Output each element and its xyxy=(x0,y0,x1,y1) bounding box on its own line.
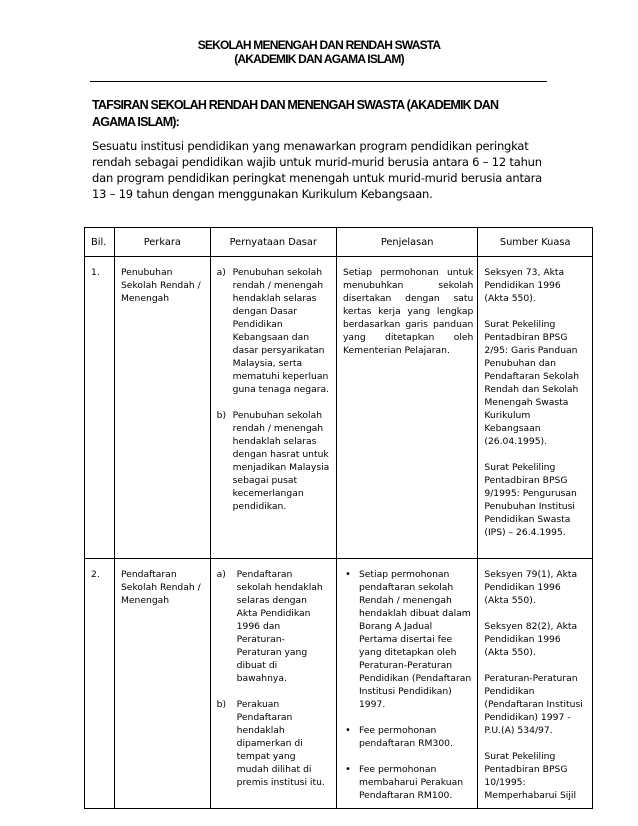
sumber-line: (26.04.1995). xyxy=(484,436,548,447)
cell-penjelasan xyxy=(336,257,477,559)
sumber-line: Surat Pekeliling xyxy=(484,462,556,473)
perkara-line: Sekolah Rendah / xyxy=(120,280,201,291)
sumber-line: Pendidikan 1996 xyxy=(484,634,561,645)
item-line: dibuat di xyxy=(236,660,278,671)
sumber-line: (Akta 550). xyxy=(484,595,536,606)
policy-item xyxy=(217,568,332,685)
bullet-line: pendaftaran RM300. xyxy=(358,738,453,749)
intro-line: rendah sebagai pendidikan wajib untuk murid-murid berusia antara 6 – 12 tahun xyxy=(92,155,542,169)
item-line: sebagai pusat xyxy=(232,475,298,486)
item-line: mematuhi keperluan xyxy=(232,371,329,382)
item-line: dengan hasrat untuk xyxy=(232,449,329,460)
bullet-line: Pendidikan (Pendaftaran xyxy=(358,673,472,684)
bullet-line: Peraturan-Peraturan xyxy=(358,660,453,671)
item-line: Penubuhan sekolah xyxy=(232,410,323,421)
item-line: Malaysia, serta xyxy=(232,358,303,369)
bullet-line: Rendah / menengah xyxy=(358,595,452,606)
table-header-row xyxy=(85,228,593,257)
penjelasan-line: menubuhkan sekolah xyxy=(342,280,474,291)
sumber-line: Seksyen 82(2), Akta xyxy=(484,621,578,632)
cell-penjelasan xyxy=(336,559,477,809)
bullet-line: Setiap permohonan xyxy=(358,569,450,580)
bullet-line: Borang A Jadual xyxy=(358,621,433,632)
sumber-line: Menengah Swasta xyxy=(484,397,569,408)
sumber-line: (Akta 550). xyxy=(484,293,536,304)
sumber-line: Pendidikan 1996 xyxy=(484,582,561,593)
sumber-line: 9/1995: Pengurusan xyxy=(484,488,577,499)
sumber-line: (IPS) – 26.4.1995. xyxy=(484,527,566,538)
item-line: Peraturan yang xyxy=(236,647,308,658)
table-row xyxy=(85,257,593,559)
item-line: mudah dilihat di xyxy=(236,764,312,775)
header-sumber-kuasa: Sumber Kuasa xyxy=(478,228,593,257)
sumber-line: 10/1995: xyxy=(484,777,526,788)
penjelasan-line: Kementerian Pelajaran. xyxy=(342,345,450,356)
sumber-line: P.U.(A) 534/97. xyxy=(484,725,553,736)
policy-item xyxy=(217,409,332,513)
sumber-line: Memperhabarui Sijil xyxy=(484,790,577,801)
document-subtitle: (AKADEMIK DAN AGAMA ISLAM) xyxy=(234,52,404,66)
cell-perkara xyxy=(114,559,210,809)
item-line: tempat yang xyxy=(236,751,296,762)
bullet-line: hendaklah dibuat dalam xyxy=(358,608,471,619)
item-line: dipamerkan di xyxy=(236,738,303,749)
cell-pernyataan xyxy=(210,559,336,809)
bullet-line: membaharui Perakuan xyxy=(358,777,464,788)
perkara-line: Menengah xyxy=(120,595,170,606)
item-line: selaras dengan xyxy=(236,595,307,606)
bullet-icon: • xyxy=(344,764,351,775)
perkara-line: Pendaftaran xyxy=(120,569,177,580)
bullet-line: Institusi Pendidikan) xyxy=(358,686,452,697)
item-label: a) xyxy=(216,569,226,580)
bullet-line: Fee permohonan xyxy=(358,764,437,775)
sumber-line: Peraturan-Peraturan xyxy=(484,673,578,684)
penjelasan-line: kertas kerja yang lengkap xyxy=(342,306,474,317)
section-heading-line: AGAMA ISLAM): xyxy=(92,115,180,129)
intro-line: dan program pendidikan peringkat menengah untuk murid-murid berusia antara xyxy=(92,171,542,185)
item-line: 1996 dan xyxy=(236,621,281,632)
bullet-line: 1997. xyxy=(358,699,386,710)
sumber-line: Seksyen 79(1), Akta xyxy=(484,569,578,580)
sumber-line: Surat Pekeliling xyxy=(484,319,556,330)
intro-paragraph xyxy=(92,138,552,202)
sumber-line: Pentadbiran BPSG xyxy=(484,332,568,343)
header-pernyataan-dasar: Pernyataan Dasar xyxy=(210,228,336,257)
item-line: guna tenaga negara. xyxy=(232,384,330,395)
policy-item xyxy=(217,698,332,789)
item-line: hendaklah xyxy=(236,725,285,736)
item-line: dasar persyarikatan xyxy=(232,345,325,356)
intro-line: Sesuatu institusi pendidikan yang menawarkan program pendidikan peringkat xyxy=(92,139,529,153)
item-line: Pendaftaran xyxy=(236,712,293,723)
title-divider xyxy=(90,81,547,82)
item-line: Perakuan xyxy=(236,699,280,710)
sumber-line: 2/95: Garis Panduan xyxy=(484,345,578,356)
item-line: pendidikan. xyxy=(232,501,287,512)
item-line: bawahnya. xyxy=(236,673,287,684)
sumber-line: Pendidikan) 1997 - xyxy=(484,712,571,723)
item-label: b) xyxy=(216,699,227,710)
cell-pernyataan xyxy=(210,257,336,559)
item-line: Penubuhan sekolah xyxy=(232,267,323,278)
cell-sumber-kuasa xyxy=(478,559,593,809)
sumber-line: Rendah dan Sekolah xyxy=(484,384,579,395)
item-line: Pendidikan xyxy=(232,319,283,330)
item-line: Akta Pendidikan xyxy=(236,608,311,619)
policy-item xyxy=(217,266,332,396)
sumber-line: Pentadbiran BPSG xyxy=(484,764,568,775)
item-line: hendaklah selaras xyxy=(232,293,317,304)
bullet-item xyxy=(343,763,473,802)
sumber-line: Kebangsaan xyxy=(484,423,541,434)
sumber-line: Kurikulum xyxy=(484,410,531,421)
cell-sumber-kuasa xyxy=(478,257,593,559)
bullet-icon: • xyxy=(344,569,351,580)
row-number: 2. xyxy=(91,569,100,580)
row-number: 1. xyxy=(91,267,100,278)
item-line: rendah / menengah xyxy=(232,280,324,291)
bullet-line: pendaftaran sekolah xyxy=(358,582,454,593)
sumber-line: (Pendaftaran Institusi xyxy=(484,699,583,710)
perkara-line: Penubuhan xyxy=(120,267,173,278)
penjelasan-line: yang ditetapkan oleh xyxy=(342,332,474,343)
header-perkara: Perkara xyxy=(114,228,210,257)
item-line: Pendaftaran xyxy=(236,569,293,580)
sumber-line: Seksyen 73, Akta xyxy=(484,267,565,278)
sumber-line: Pentadbiran BPSG xyxy=(484,475,568,486)
sumber-line: (Akta 550). xyxy=(484,647,536,658)
penjelasan-line: Setiap permohonan untuk xyxy=(342,267,474,278)
item-line: hendaklah selaras xyxy=(232,436,317,447)
item-line: Kebangsaan dan xyxy=(232,332,310,343)
cell-bil xyxy=(85,257,115,559)
section-heading-line: TAFSIRAN SEKOLAH RENDAH DAN MENENGAH SWASTA (AKADEMIK DAN xyxy=(92,98,499,112)
table-row xyxy=(85,559,593,809)
item-label: a) xyxy=(216,267,226,278)
bullet-line: Fee permohonan xyxy=(358,725,437,736)
bullet-item xyxy=(343,724,473,750)
item-line: rendah / menengah xyxy=(232,423,324,434)
section-heading xyxy=(92,97,542,131)
sumber-line: Pendaftaran Sekolah xyxy=(484,371,580,382)
bullet-line: Pertama disertai fee xyxy=(358,634,453,645)
item-line: menjadikan Malaysia xyxy=(232,462,330,473)
cell-bil xyxy=(85,559,115,809)
perkara-line: Sekolah Rendah / xyxy=(120,582,201,593)
item-line: sekolah hendaklah xyxy=(236,582,323,593)
item-label: b) xyxy=(216,410,227,421)
penjelasan-line: disertakan dengan satu xyxy=(342,293,474,304)
sumber-line: Pendidikan 1996 xyxy=(484,280,561,291)
sumber-line: Surat Pekeliling xyxy=(484,751,556,762)
sumber-line: Pendidikan Swasta xyxy=(484,514,571,525)
bullet-icon: • xyxy=(344,725,351,736)
perkara-line: Menengah xyxy=(120,293,170,304)
item-line: premis institusi itu. xyxy=(236,777,325,788)
bullet-line: Pendaftaran RM100. xyxy=(358,790,453,801)
sumber-line: Penubuhan dan xyxy=(484,358,557,369)
intro-line: 13 – 19 tahun dengan menggunakan Kurikulum Kebangsaan. xyxy=(92,187,433,201)
item-line: Peraturan- xyxy=(236,634,285,645)
item-line: kecemerlangan xyxy=(232,488,304,499)
item-line: dengan Dasar xyxy=(232,306,298,317)
sumber-line: Pendidikan xyxy=(484,686,535,697)
header-bil: Bil. xyxy=(85,228,115,257)
sumber-line: Penubuhan Institusi xyxy=(484,501,575,512)
bullet-item xyxy=(343,568,473,711)
penjelasan-line: berdasarkan garis panduan xyxy=(342,319,474,330)
bullet-line: yang ditetapkan oleh xyxy=(358,647,457,658)
header-penjelasan: Penjelasan xyxy=(336,228,477,257)
document-title: SEKOLAH MENENGAH DAN RENDAH SWASTA xyxy=(197,38,441,52)
policy-table xyxy=(84,227,593,809)
cell-perkara xyxy=(114,257,210,559)
